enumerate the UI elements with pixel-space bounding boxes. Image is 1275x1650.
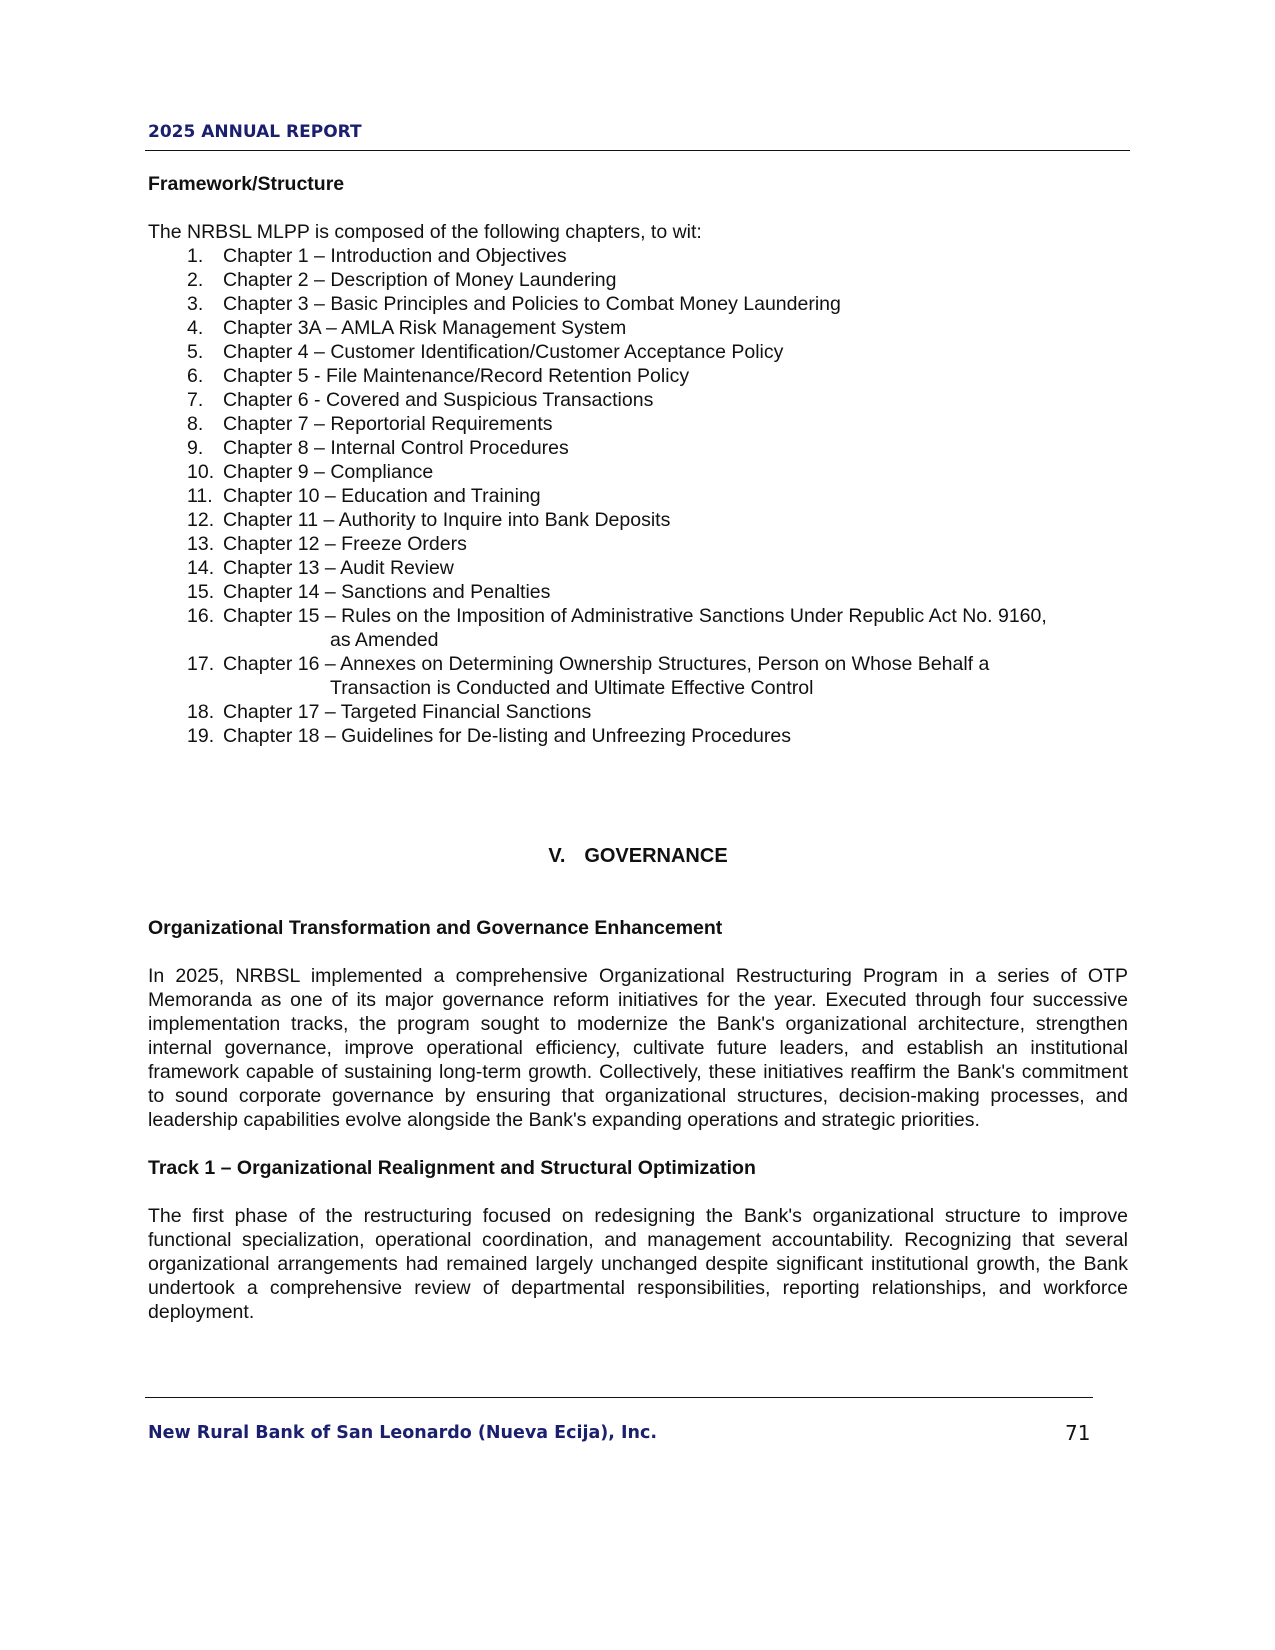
chapter-number: 16.: [187, 605, 215, 627]
chapter-text: Chapter 8 – Internal Control Procedures: [223, 437, 569, 459]
governance-paragraph: In 2025, NRBSL implemented a comprehensive Organizational Restructuring Program in a series of OTP Memoranda as one of its major governance reform initiatives for the year. Executed through four successive implementation tracks, the program sought to modernize the Bank's organizational architecture, strengthen internal governance, improve operational efficiency, cultivate future leaders, and establish an institutional framework capable of sustaining long-term growth. Collectively, these initiatives reaffirm the Bank's commitment to sound corporate governance by ensuring that organizational structures, decision-making processes, and leadership capabilities evolve alongside the Bank's expanding operations and strategic priorities.: [148, 965, 1128, 1131]
chapter-number: 4.: [187, 317, 204, 339]
chapter-item: [148, 436, 1128, 460]
chapter-number: 19.: [187, 725, 215, 747]
chapter-text: Chapter 4 – Customer Identification/Customer Acceptance Policy: [223, 341, 784, 363]
chapter-text: Chapter 9 – Compliance: [223, 461, 434, 483]
chapter-number: 6.: [187, 365, 204, 387]
chapter-text: Chapter 17 – Targeted Financial Sanctions: [223, 701, 592, 723]
chapter-item: [148, 412, 1128, 436]
chapter-text: Chapter 11 – Authority to Inquire into Bank Deposits: [223, 509, 671, 531]
chapter-text-continued: as Amended: [330, 629, 439, 651]
section-title: GOVERNANCE: [584, 845, 728, 867]
chapter-item: [148, 580, 1128, 604]
report-header-title: 2025 ANNUAL REPORT: [148, 122, 362, 142]
chapter-item: [148, 340, 1128, 364]
chapter-number: 1.: [187, 245, 204, 267]
header-divider: [145, 150, 1130, 151]
chapter-text: Chapter 3A – AMLA Risk Management System: [223, 317, 627, 339]
chapter-number: 18.: [187, 701, 215, 723]
chapter-text: Chapter 5 - File Maintenance/Record Retention Policy: [223, 365, 690, 387]
chapter-item: [148, 268, 1128, 292]
chapter-number: 5.: [187, 341, 204, 363]
chapter-number: 3.: [187, 293, 204, 315]
chapter-item: [148, 460, 1128, 484]
footer-divider: [145, 1397, 1093, 1398]
chapter-number: 2.: [187, 269, 204, 291]
chapter-number: 15.: [187, 581, 215, 603]
page-content: [148, 172, 1128, 1324]
chapter-item: [148, 556, 1128, 580]
chapter-text-continued: Transaction is Conducted and Ultimate Effective Control: [330, 677, 814, 699]
chapter-number: 12.: [187, 509, 215, 531]
chapter-text: Chapter 14 – Sanctions and Penalties: [223, 581, 551, 603]
chapter-item: [148, 700, 1128, 724]
chapter-number: 13.: [187, 533, 215, 555]
track1-heading: Track 1 – Organizational Realignment and Structural Optimization: [148, 1157, 756, 1179]
chapter-text: Chapter 15 – Rules on the Imposition of Administrative Sanctions Under Republic Act No. 9160,: [223, 605, 1047, 627]
chapter-item: [148, 244, 1128, 268]
chapter-number: 14.: [187, 557, 215, 579]
governance-subheading: Organizational Transformation and Governance Enhancement: [148, 917, 723, 939]
track1-paragraph: The first phase of the restructuring focused on redesigning the Bank's organizational structure to improve functional specialization, operational coordination, and management accountability. Recognizing that several organizational arrangements had remained largely unchanged despite significant institutional growth, the Bank undertook a comprehensive review of departmental responsibilities, reporting relationships, and workforce deployment.: [148, 1205, 1128, 1323]
chapter-list: [148, 244, 1128, 748]
page-number: 71: [1065, 1421, 1091, 1445]
footer-bank-name: New Rural Bank of San Leonardo (Nueva Ecija), Inc.: [148, 1423, 657, 1443]
chapter-text: Chapter 6 - Covered and Suspicious Transactions: [223, 389, 654, 411]
chapter-text: Chapter 18 – Guidelines for De-listing and Unfreezing Procedures: [223, 725, 791, 747]
chapter-text: Chapter 12 – Freeze Orders: [223, 533, 467, 555]
section-numeral: V.: [548, 845, 566, 867]
chapter-text: Chapter 13 – Audit Review: [223, 557, 454, 579]
chapter-text: Chapter 2 – Description of Money Laundering: [223, 269, 617, 291]
chapter-item: [148, 724, 1128, 748]
chapter-item: [148, 604, 1128, 652]
chapter-item: [148, 532, 1128, 556]
chapter-item: [148, 292, 1128, 316]
chapter-number: 7.: [187, 389, 204, 411]
chapter-item: [148, 652, 1128, 700]
chapter-item: [148, 388, 1128, 412]
framework-intro: The NRBSL MLPP is composed of the following chapters, to wit:: [148, 221, 702, 243]
framework-heading: Framework/Structure: [148, 173, 345, 195]
chapter-text: Chapter 7 – Reportorial Requirements: [223, 413, 553, 435]
chapter-item: [148, 316, 1128, 340]
chapter-item: [148, 364, 1128, 388]
chapter-item: [148, 508, 1128, 532]
chapter-text: Chapter 16 – Annexes on Determining Ownership Structures, Person on Whose Behalf a: [223, 653, 990, 675]
chapter-number: 8.: [187, 413, 204, 435]
chapter-number: 17.: [187, 653, 215, 675]
chapter-item: [148, 484, 1128, 508]
chapter-text: Chapter 1 – Introduction and Objectives: [223, 245, 567, 267]
chapter-text: Chapter 10 – Education and Training: [223, 485, 541, 507]
chapter-number: 9.: [187, 437, 204, 459]
chapter-text: Chapter 3 – Basic Principles and Policies to Combat Money Laundering: [223, 293, 841, 315]
chapter-number: 10.: [187, 461, 215, 483]
section-heading: [148, 844, 1128, 868]
chapter-number: 11.: [187, 485, 213, 507]
